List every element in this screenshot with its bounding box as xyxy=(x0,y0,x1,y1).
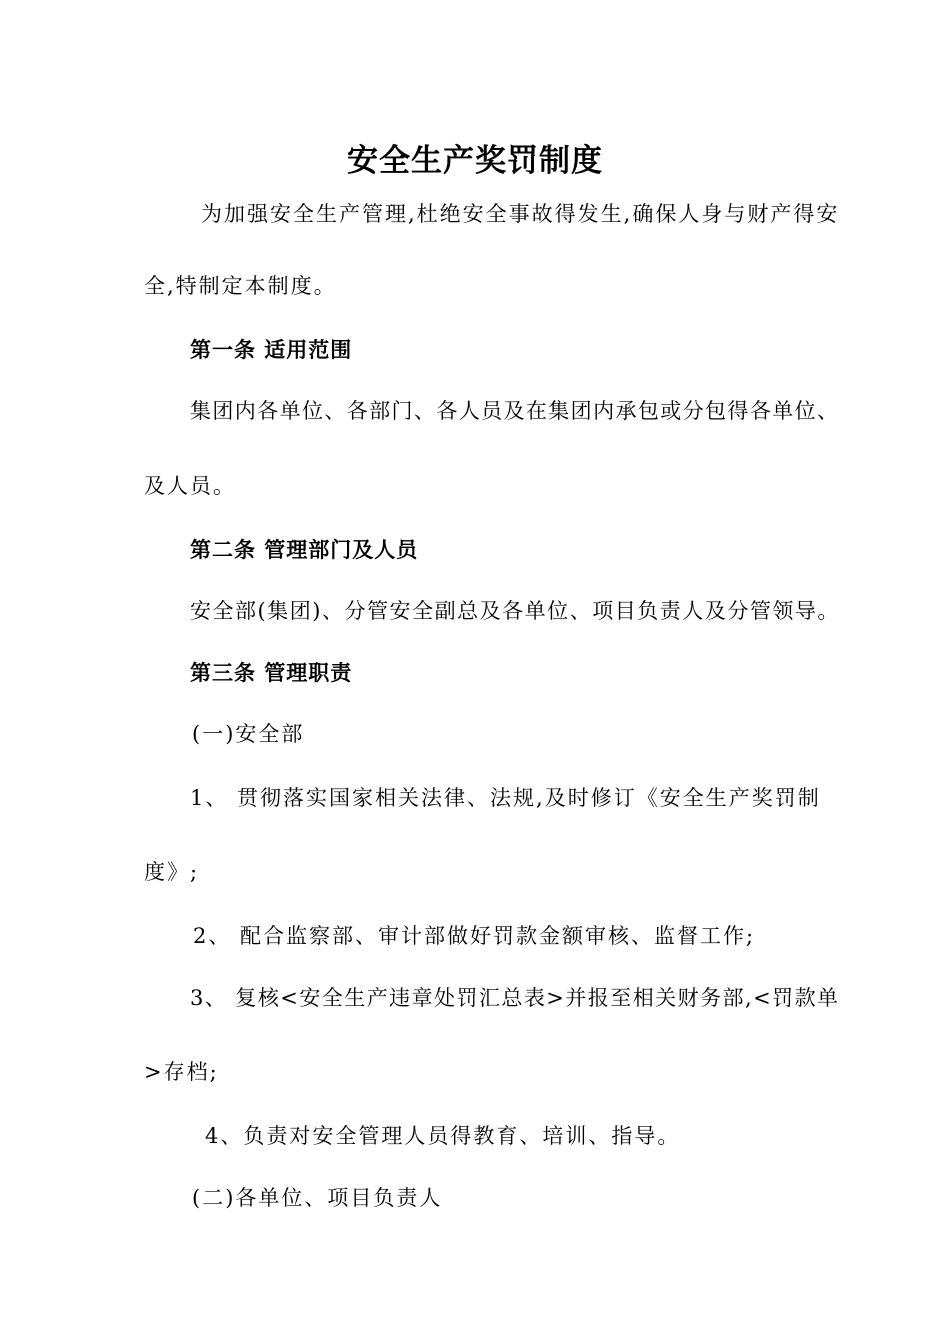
document-title: 安全生产奖罚制度 xyxy=(347,143,603,179)
section-1-heading: (一)安全部 xyxy=(192,722,305,746)
article-2-heading: 第二条 管理部门及人员 xyxy=(190,538,419,562)
item-3-line-2: >存档; xyxy=(144,1060,219,1084)
item-3-line-1: 3、 复核<安全生产违章处罚汇总表>并报至相关财务部,<罚款单 xyxy=(190,986,840,1010)
item-1-line-2: 度》; xyxy=(144,860,200,884)
section-2-heading: (二)各单位、项目负责人 xyxy=(192,1186,443,1210)
article-1-text-line-1: 集团内各单位、各部门、各人员及在集团内承包或分包得各单位、 xyxy=(190,399,840,423)
item-4: 4、负责对安全管理人员得教育、培训、指导。 xyxy=(205,1124,681,1148)
article-1-text-line-2: 及人员。 xyxy=(144,474,236,498)
article-3-heading: 第三条 管理职责 xyxy=(190,661,353,685)
intro-paragraph-line-1: 为加强安全生产管理,杜绝安全事故得发生,确保人身与财产得安 xyxy=(201,202,840,226)
article-2-text-line-1: 安全部(集团)、分管安全副总及各单位、项目负责人及分管领导。 xyxy=(190,599,840,623)
item-1-line-1: 1、 贯彻落实国家相关法律、法规,及时修订《安全生产奖罚制 xyxy=(190,786,821,810)
item-2: 2、 配合监察部、审计部做好罚款金额审核、监督工作; xyxy=(193,924,756,948)
article-1-heading: 第一条 适用范围 xyxy=(190,338,353,362)
intro-paragraph-line-2: 全,特制定本制度。 xyxy=(144,274,337,298)
